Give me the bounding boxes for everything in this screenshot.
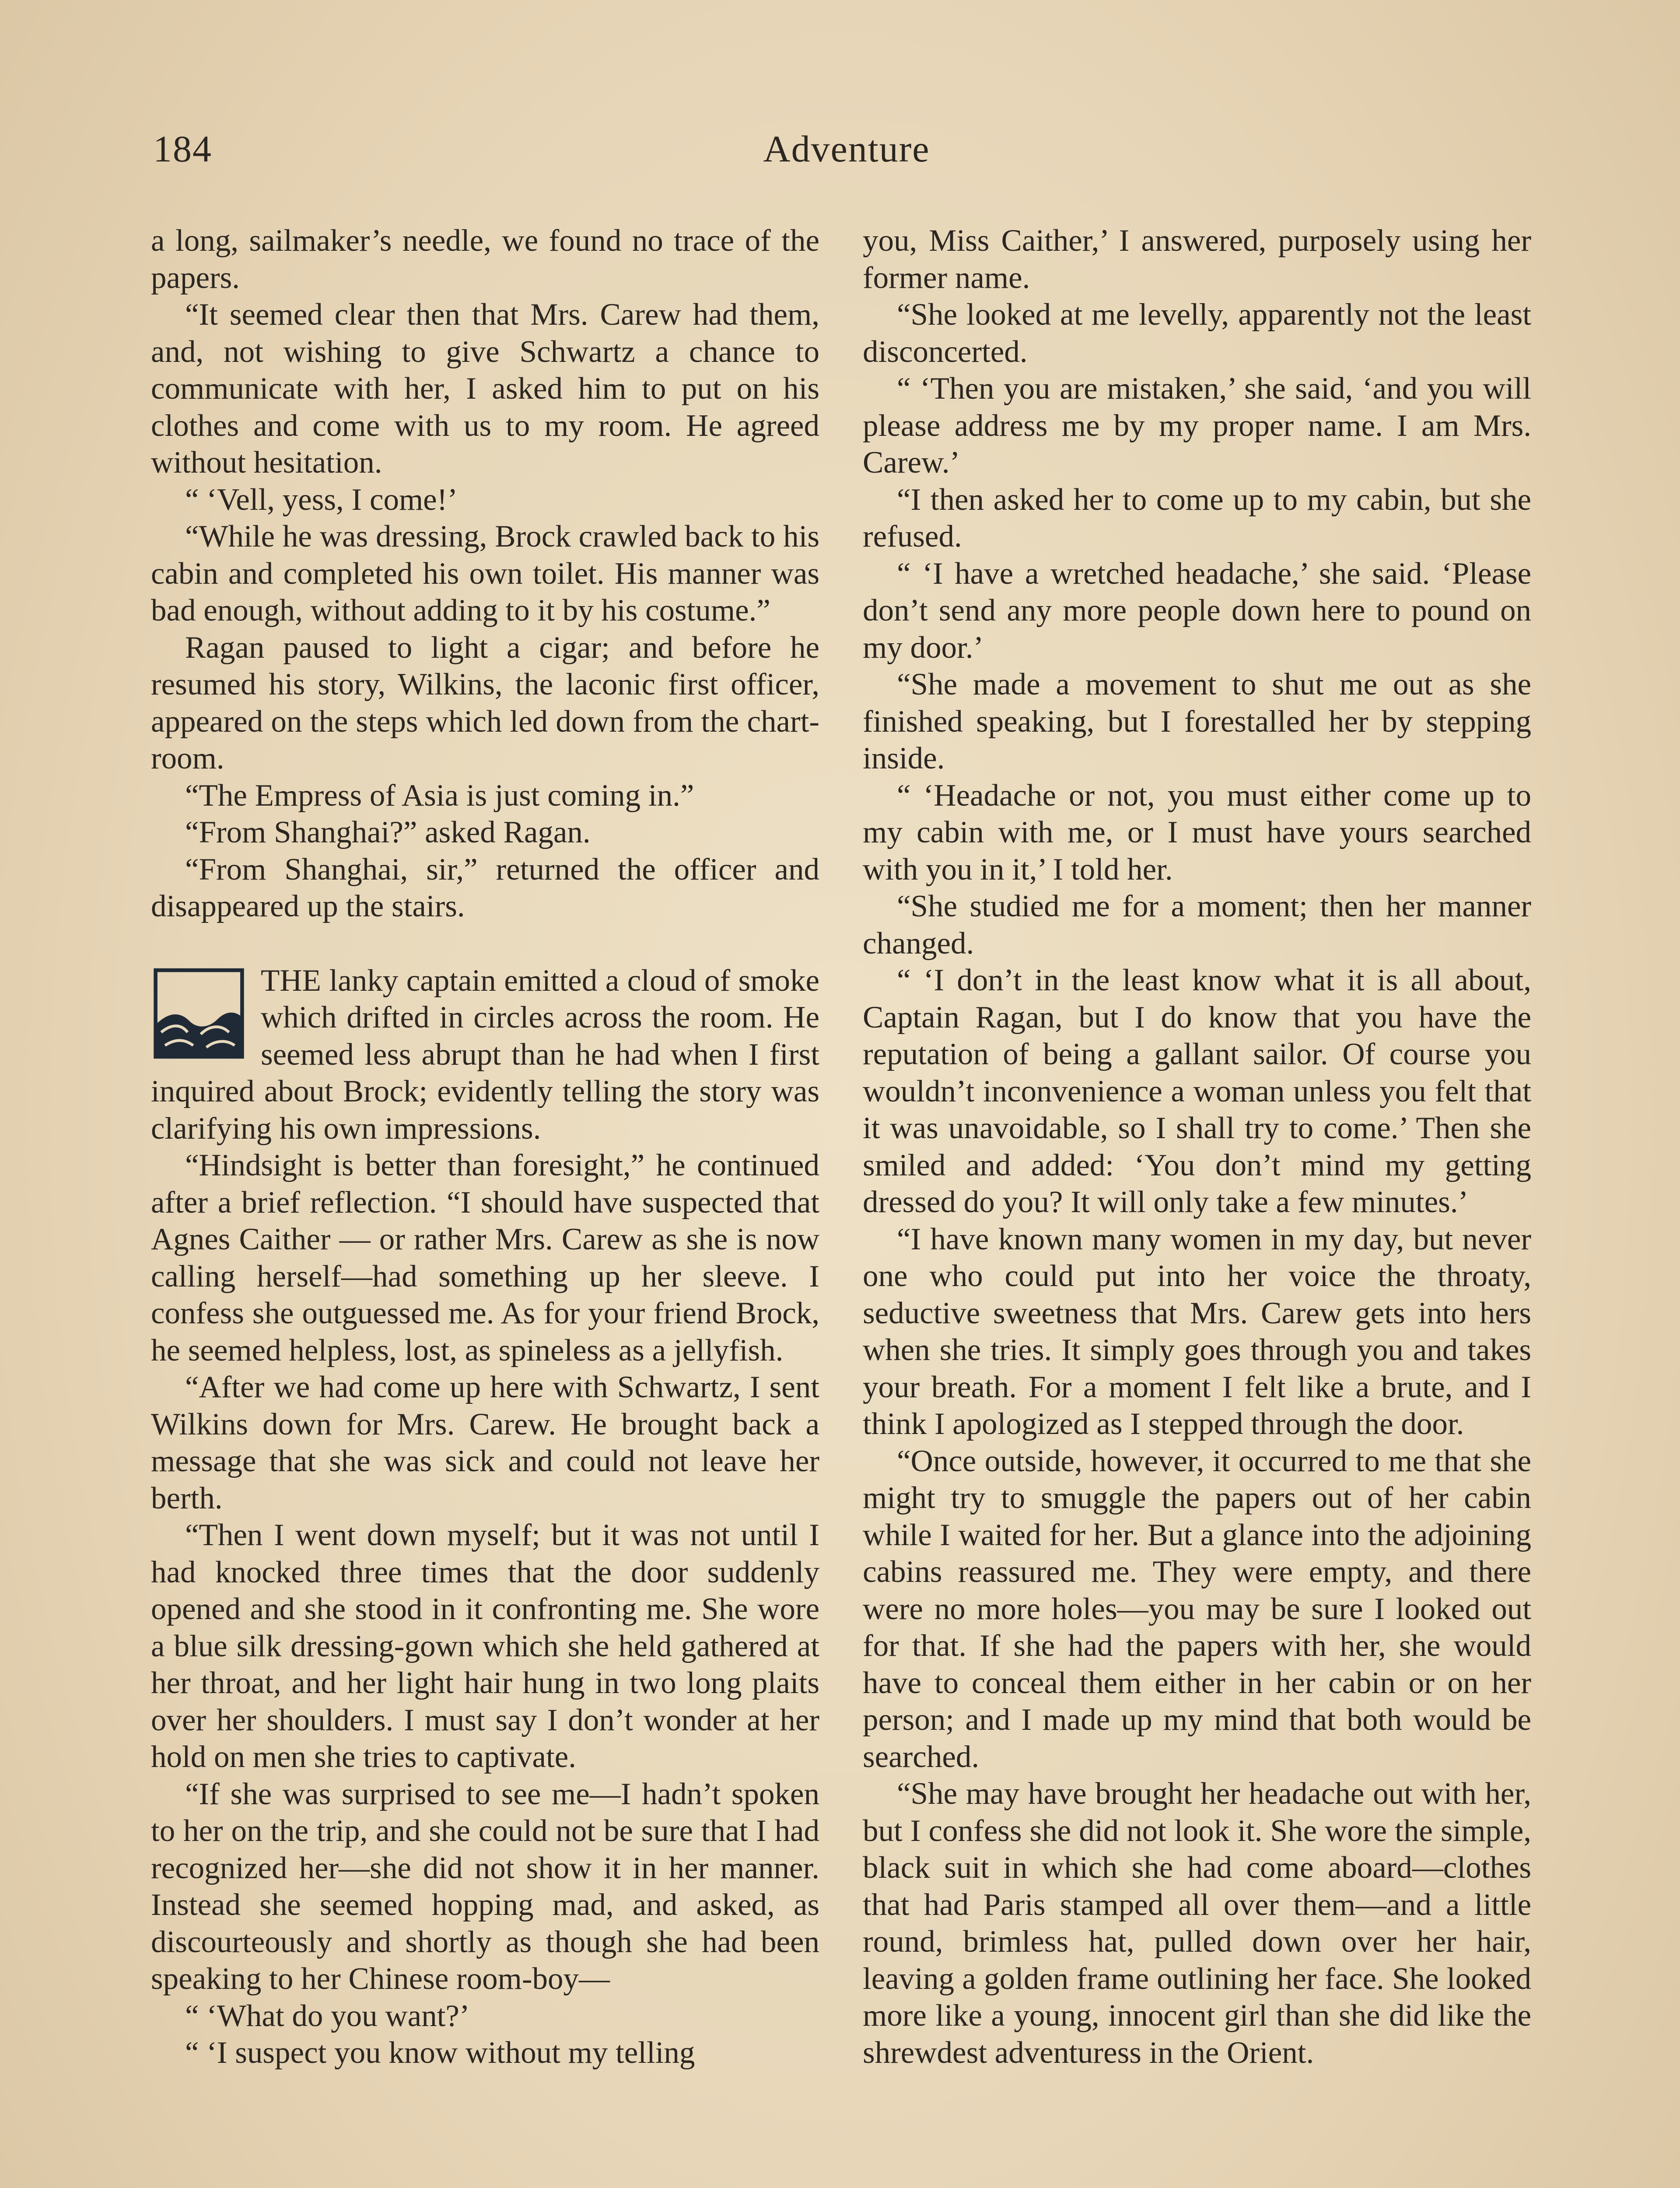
paragraph: “From Shanghai, sir,” returned the officer and disappeared up the stairs. xyxy=(151,852,819,923)
right-column xyxy=(863,222,1531,2071)
paragraph: “ ‘Vell, yess, I come!’ xyxy=(185,482,458,517)
paragraph: “The Empress of Asia is just coming in.” xyxy=(185,778,694,813)
paragraph: “ ‘Then you are mistaken,’ she said, ‘and you will please address me by my proper name. I am Mrs. Carew.’ xyxy=(863,372,1531,480)
paragraph: a long, sailmaker’s needle, we found no trace of the papers. xyxy=(151,224,819,295)
paragraph: “ ‘What do you want?’ xyxy=(185,1999,470,2033)
paragraph: “ ‘Headache or not, you must either come up to my cabin with me, or I must have yours searched with you in it,’ I told her. xyxy=(863,778,1531,887)
paragraph: you, Miss Caither,’ I answered, purposely using her former name. xyxy=(863,224,1531,295)
section-break xyxy=(151,925,819,962)
paragraph: “Then I went down myself; but it was not until I had knocked three times that the door suddenly opened and she stood in it confronting me. She wore a blue silk dressing-gown which she held gathered at her throat, and her light hair hung in two long plaits over her shoulders. I must say I don’t wonder at her hold on men she tries to captivate. xyxy=(151,1518,819,1774)
paragraph: “ ‘I have a wretched headache,’ she said. ‘Please don’t send any more people down here to pound on my door.’ xyxy=(863,556,1531,665)
paragraph: “Hindsight is better than foresight,” he continued after a brief reflection. “I should have suspected that Agnes Caither — or rather Mrs. Carew as she is now calling herself—had something up her sleeve. I confess she outguessed me. As for your friend Brock, he seemed helpless, lost, as spineless as a jellyfish. xyxy=(151,1148,819,1368)
wave-ornament-icon xyxy=(152,966,246,1061)
paragraph: “She may have brought her headache out with her, but I confess she did not look it. She wore the simple, black suit in which she had come aboard—clothes that had Paris stamped all over them—and a little round, brimless hat, pulled down over her hair, leaving a golden frame outlining her face. She looked more like a young, innocent girl than she did like the shrewdest adventuress in the Orient. xyxy=(863,1777,1531,2070)
page-number: 184 xyxy=(153,128,212,170)
page-header xyxy=(153,127,1540,193)
paragraph: “She made a movement to shut me out as she finished speaking, but I forestalled her by stepping inside. xyxy=(863,667,1531,775)
paragraph: “She studied me for a moment; then her manner changed. xyxy=(863,889,1531,961)
dropcap-paragraph xyxy=(151,962,819,1147)
paragraph: Ragan paused to light a cigar; and before he resumed his story, Wilkins, the laconic first officer, appeared on the steps which led down from the chart-room. xyxy=(151,630,819,775)
dropcap-paragraph-text: THE lanky captain emitted a cloud of smoke which drifted in circles across the room. He seemed less abrupt than he had when I first inquired about Brock; evidently telling the story was clarifying his own impressions. xyxy=(151,963,819,1146)
paragraph: “From Shanghai?” asked Ragan. xyxy=(185,815,591,849)
paragraph: “I then asked her to come up to my cabin, but she refused. xyxy=(863,482,1531,554)
paragraph: “Once outside, however, it occurred to me that she might try to smuggle the papers out of her cabin while I waited for her. But a glance into the adjoining cabins reassured me. They were empty, and there were no more holes—you may be sure I looked out for that. If she had the papers with her, she would have to conceal them either in her cabin or on her person; and I made up my mind that both would be searched. xyxy=(863,1444,1531,1774)
running-title: Adventure xyxy=(763,128,930,170)
paragraph: “She looked at me levelly, apparently not the least disconcerted. xyxy=(863,298,1531,369)
paragraph: “I have known many women in my day, but never one who could put into her voice the throaty, seductive sweetness that Mrs. Carew gets into hers when she tries. It simply goes through you and takes your breath. For a moment I felt like a brute, and I think I apologized as I stepped through the door. xyxy=(863,1222,1531,1441)
left-column xyxy=(151,222,819,2072)
paragraph: “After we had come up here with Schwartz, I sent Wilkins down for Mrs. Carew. He brought back a message that she was sick and could not leave her berth. xyxy=(151,1370,819,1515)
paragraph: “ ‘I suspect you know without my telling xyxy=(185,2036,695,2070)
paragraph: “If she was surprised to see me—I hadn’t spoken to her on the trip, and she could not be sure that I had recognized her—she did not show it in her manner. Instead she seemed hopping mad, and asked, as discourteously and shortly as though she had been speaking to her Chinese room-boy— xyxy=(151,1777,819,1996)
paragraph: “ ‘I don’t in the least know what it is all about, Captain Ragan, but I do know that you have the reputation of being a gallant sailor. Of course you wouldn’t inconvenience a woman unless you felt that it was unavoidable, so I shall try to come.’ Then she smiled and added: ‘You don’t mind my getting dressed do you? It will only take a few minutes.’ xyxy=(863,963,1531,1219)
paragraph: “It seemed clear then that Mrs. Carew had them, and, not wishing to give Schwartz a chance to communicate with her, I asked him to put on his clothes and come with us to my room. He agreed without hesitation. xyxy=(151,298,819,480)
paragraph: “While he was dressing, Brock crawled back to his cabin and completed his own toilet. His manner was bad enough, without adding to it by his costume.” xyxy=(151,519,819,628)
